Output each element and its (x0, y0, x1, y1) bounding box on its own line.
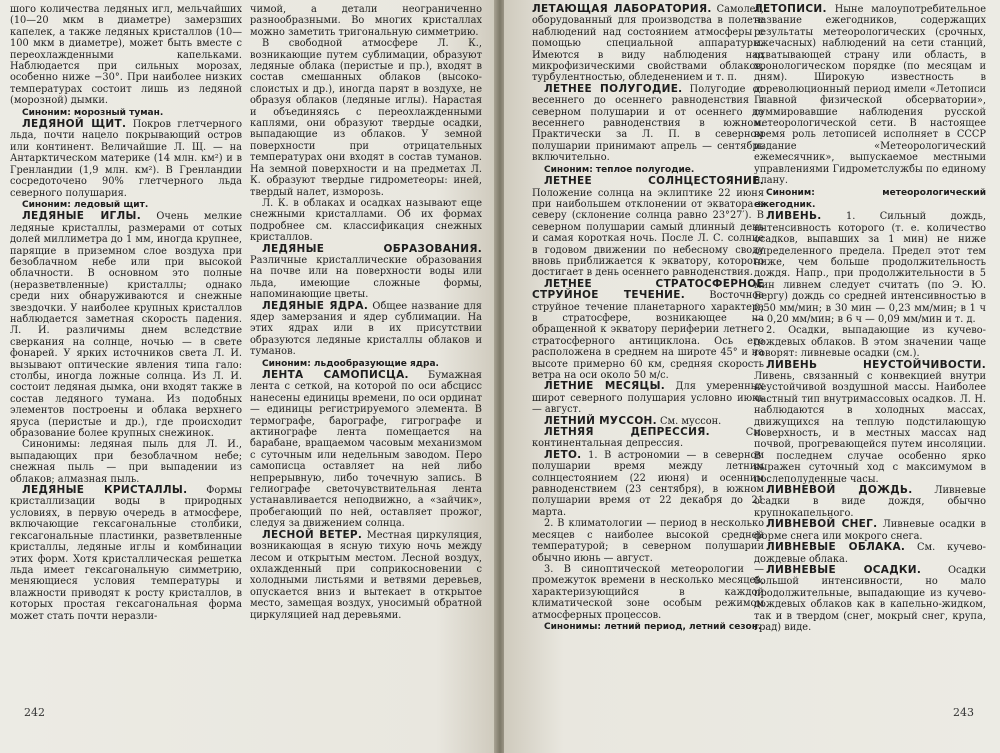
entry-text: Синонимы: летний период, летний сезон. (544, 621, 762, 632)
dictionary-entry (754, 542, 986, 565)
dictionary-entry (250, 244, 482, 301)
entry-text: Осадки большой интенсивности, но мало продолжительные, выпадающие из кучево-дождевых облаков как в капельно-жидком, так и в твердом (снег, мокрый снег, крупа, град) виде. (754, 564, 986, 633)
entry-text: В свободной атмосфере Л. К., возникающие путем сублимации, образуют ледяные облака (перистые и пр.), входят в состав смешанных облаков (высоко-слоистых и др.), иногда парят в воздухе, не образуя облаков (ледяные иглы). Нарастая и объединяясь с переохлажденными каплями, они образуют твердые осадки, выпадающие из облаков. У земной поверхности при отрицательных температурах они входят в состав туманов. На земной поверхности и на предметах Л. К. образуют твердые гидрометеоры: иней, твердый налет, изморозь. (250, 38, 482, 198)
entry-text: Различные кристаллические образования на почве или на поверхности воды или льда, имеющие сложные формы, напоминающие цветы. (250, 254, 482, 301)
entry-headword: ЛИВНЕВЫЕ ОБЛАКА. (766, 541, 906, 554)
entry-headword: ЛЕТНЕЕ СТРАТОСФЕРНОЕ СТРУЙНОЕ ТЕЧЕНИЕ. (532, 277, 764, 302)
entry-headword: ЛИВЕНЬ НЕУСТОЙЧИВОСТИ. (766, 358, 986, 371)
entry-text: См. континентальная депрессия. (532, 427, 764, 450)
entry-headword: ЛИВЕНЬ. (766, 210, 822, 223)
entry-headword: ЛЕТОПИСИ. (754, 3, 827, 15)
entry-text: Местная циркуляция, возникающая в ясную тихую ночь между лесом и открытым местом. Лесной воздух, охлажденный при соприкосновении с холодными листьями и ветвями деревьев, опускается вниз и вытекает в открытое место, замещая воздух, уносимый обратной циркуляцией над деревьями. (250, 529, 482, 621)
entry-paragraph (532, 518, 764, 564)
dictionary-entry (754, 360, 986, 485)
entry-text: Ныне малоупотребительное название ежегодников, содержащих результаты метеорологических (срочных, ежечасных) наблюдений на сети станций, охватывающей страну или область, в хронологическом порядке (по месяцам и дням). Широкую известность в дореволюционный период имели «Летописи Главной физической обсерватории», суммировавшие наблюдения русской метеорологической сети. В настоящее время роль летописей исполняет в СССР издание «Метеорологический ежемесячник», выпускаемое местными управлениями Гидрометслужбы по единому плану. (754, 4, 986, 187)
entry-headword: ЛЕНТА САМОПИСЦА. (262, 369, 409, 381)
dictionary-entry (532, 427, 764, 450)
dictionary-entry (250, 530, 482, 621)
entry-paragraph (754, 325, 986, 359)
entry-text: Синоним: метеорологический ежегодник. (754, 187, 986, 210)
entry-paragraph (10, 439, 242, 485)
entry-headword: ЛЕСНОЙ ВЕТЕР. (262, 528, 363, 541)
entry-text: Формы кристаллизации воды в природных условиях, в первую очередь в атмосфере, включающие гексагональные столбики, гексагональные пластинки, разветвленные кристаллы, ледяные иглы и комбинации этих форм. Хотя кристаллическая решетка льда имеет гексагональную симметрию, меняющиеся условия температуры и влажности приводят к росту кристаллов, в которых простая гексагональная форма может стать почти неразли- (10, 485, 242, 622)
entry-text: Бумажная лента с сеткой, на которой по оси абсцисс нанесены единицы времени, по оси ординат — единицы регистрируемого элемента. В термографе, барографе, гигрографе и актинографе лента помещается на барабане, вращаемом часовым механизмом с суточным или недельным заводом. Перо самописца оставляет на ней либо непрерывную, либо точечную запись. В гелиографе светочувствительная лента устанавливается неподвижно, а «зайчик», пробегающий по ней, оставляет прожог, следуя за движением солнца. (250, 370, 482, 530)
entry-paragraph (532, 564, 764, 621)
entry-text: 1. Сильный дождь, интенсивность которого (т. е. количество осадков, выпавших за 1 мин) не ниже определенного предела. Предел этот тем ниже, чем больше продолжительность дождя. Напр., при продолжительности в 5 мин ливнем следует считать (по Э. Ю. Бергу) дождь со средней интенсивностью в 0,50 мм/мин; в 30 мин — 0,23 мм/мин; в 1 ч — 0,20 мм/мин; в 6 ч — 0,09 мм/мин и т. д. (754, 211, 986, 325)
synonym-line (754, 187, 986, 212)
dictionary-entry (10, 485, 242, 622)
right-page-column-1 (532, 4, 764, 633)
dictionary-entry (754, 485, 986, 519)
entry-text: Ливень, связанный с конвекцией внутри неустойчивой воздушной массы. Наиболее частный тип внутримассовых осадков. Л. Н. наблюдаются в холодных массах, движущихся на теплую подстилающую поверхность, и в местных массах над почвой, прогревающейся путем инсоляции. В последнем случае особенно ярко выражен суточный ход с максимумом в послеполуденные часы. (754, 371, 986, 485)
entry-headword: ЛЕДЯНЫЕ КРИСТАЛЛЫ. (22, 484, 188, 497)
entry-paragraph (250, 38, 482, 198)
entry-text: Очень мелкие ледяные кристаллы, размерами от сотых долей миллиметра до 1 мм, иногда крупнее, парящие в приземном слое воздуха при безоблачном небе или при высокой облачности. В основном это полные (неразветвленные) кристаллы; однако среди них обнаруживаются и снежные звездочки. У наиболее крупных кристаллов наблюдается заметная скорость падения. Л. И. различимы днем вследствие сверкания на солнце, ночью — в свете фонарей. У ярких источников света Л. И. вызывают оптические явления типа гало: столбы, иногда ложные солнца. Из Л. И. состоит ледяная дымка, они входят также в состав ледяного тумана. Из подобных элементов построены и облака верхнего яруса (перистые и др.), где происходит образование более крупных снежинок. (10, 211, 242, 440)
entry-text: 2. Осадки, выпадающие из кучево-дождевых облаков. В этом значении чаще говорят: ливневые осадки (см.). (754, 325, 986, 360)
entry-text: чимой, а детали неограниченно разнообразными. Во многих кристаллах можно заметить тригональную симметрию. (250, 4, 482, 38)
entry-text: См. кучево-дождевые облака. (754, 542, 986, 565)
synonym-line (532, 621, 764, 633)
entry-headword: ЛЕТНЯЯ ДЕПРЕССИЯ. (544, 426, 710, 439)
left-page (0, 0, 496, 753)
entry-text: См. муссон. (656, 415, 722, 427)
entry-text: Синонимы: ледяная пыль для Л. И., выпадающих при безоблачном небе; снежная пыль — при выпадении из облаков; алмазная пыль. (10, 439, 242, 485)
dictionary-entry (532, 279, 764, 382)
dictionary-entry (250, 301, 482, 358)
entry-text: Синоним: льдообразующие ядра. (262, 358, 439, 369)
right-page-column-2 (754, 4, 986, 633)
entry-headword: ЛЕДЯНОЙ ЩИТ. (22, 118, 127, 131)
entry-paragraph (10, 4, 242, 107)
entry-text: 3. В синоптической метеорологии — промежуток времени в несколько месяцев, характеризующийся в каждой климатической зоне особым режимом атмосферных процессов. (532, 563, 764, 621)
entry-text: Полугодие от весеннего до осеннего равноденствия в северном полушарии и от осеннего до весеннего равноденствия в южном. Практически за Л. П. в северном полушарии принимают апрель — сентябрь включительно. (532, 83, 764, 164)
entry-text: Покров глетчерного льда, почти нацело покрывающий остров или континент. Величайшие Л. Щ. — на Антарктическом материке (14 млн. км²) и в Гренландии (1,9 млн. км²). В Гренландии сосредоточено 90% глетчерного льда северного полушария. (10, 119, 242, 199)
entry-headword: ЛИВНЕВОЙ СНЕГ. (766, 518, 878, 531)
left-page-number: 242 (24, 706, 45, 719)
entry-text: Общее название для ядер замерзания и ядер сублимации. На этих ядрах или в их присутствии образуются ледяные кристаллы облаков и туманов. (250, 300, 482, 358)
entry-headword: ЛЕТНИЕ МЕСЯЦЫ. (544, 380, 666, 393)
entry-text: Синоним: ледовый щит. (22, 199, 149, 210)
dictionary-entry (532, 4, 764, 84)
entry-headword: ЛЕТНЕЕ СОЛНЦЕСТОЯНИЕ. (544, 175, 764, 188)
dictionary-entry (754, 211, 986, 325)
dictionary-entry (532, 176, 764, 279)
entry-paragraph (250, 198, 482, 244)
dictionary-entry (250, 370, 482, 530)
entry-text: Синоним: морозный туман. (22, 107, 164, 118)
entry-headword: ЛЕТНЕЕ ПОЛУГОДИЕ. (544, 82, 683, 95)
dictionary-entry (532, 381, 764, 415)
dictionary-entry (754, 4, 986, 187)
entry-headword: ЛЕТНИЙ МУССОН. (544, 414, 657, 427)
entry-text: шого количества ледяных игл, мельчайших (10—20 мкм в диаметре) замерзших капелек, а также ледяных кристаллов (10—100 мкм в диаметре), может быть вместе с переохлажденными капельками. Наблюдается при сильных морозах, особенно ниже −30°. При наиболее низких температурах состоит лишь из ледяной (морозной) дымки. (10, 4, 242, 107)
entry-headword: ЛЕДЯНЫЕ ЯДРА. (262, 299, 369, 312)
entry-paragraph (250, 4, 482, 38)
entry-text: Ливневые осадки в виде дождя, обычно крупнокапельного. (754, 485, 986, 519)
dictionary-entry (532, 84, 764, 164)
right-page (504, 0, 1000, 753)
entry-text: Самолет, оборудованный для производства в полете наблюдений над состоянием атмосферы с помощью специальной аппаратуры. Имеются в виду наблюдения над микрофизическими свойствами облаков, турбулентностью, обледенением и т. п. (532, 4, 764, 84)
entry-headword: ЛЕДЯНЫЕ ИГЛЫ. (22, 210, 142, 223)
dictionary-entry (754, 519, 986, 542)
entry-text: Ливневые осадки в форме снега или мокрого снега. (754, 519, 986, 542)
entry-headword: ЛЕДЯНЫЕ ОБРАЗОВАНИЯ. (262, 242, 482, 255)
entry-text: Восточное струйное течение планетарного характера в стратосфере, возникающее на обращенной к экватору периферии летнего стратосферного антициклона. Ось его расположена в среднем на широте 45° и на высоте примерно 60 км, средняя скорость ветра на оси около 50 м/с. (532, 290, 764, 381)
entry-headword: ЛИВНЕВОЙ ДОЖДЬ. (766, 484, 913, 497)
entry-text: 1. В астрономии — в северном полушарии время между летним солнцестоянием (22 июня) и осенним равноденствием (23 сентября), в южном полушарии время от 22 декабря до 21 марта. (532, 449, 764, 518)
dictionary-entry (532, 450, 764, 518)
dictionary-entry (10, 211, 242, 439)
right-page-number: 243 (953, 706, 974, 719)
dictionary-entry (754, 565, 986, 633)
entry-text: Для умеренных широт северного полушария условно июнь — август. (532, 381, 764, 416)
dictionary-entry (10, 119, 242, 199)
left-page-column-1 (10, 4, 242, 622)
entry-text: Синоним: теплое полугодие. (544, 164, 695, 175)
left-page-column-2 (250, 4, 482, 621)
entry-text: Л. К. в облаках и осадках называют еще снежными кристаллами. Об их формах подробнее см. классификация снежных кристаллов. (250, 197, 482, 244)
entry-text: 2. В климатологии — период в несколько месяцев с наиболее высокой средней температурой; в северном полушарии обычно июнь — август. (532, 518, 764, 564)
entry-headword: ЛИВНЕВЫЕ ОСАДКИ. (766, 563, 922, 576)
entry-headword: ЛЕТО. (544, 448, 582, 461)
entry-headword: ЛЕТАЮЩАЯ ЛАБОРАТОРИЯ. (532, 3, 712, 15)
entry-text: Положение солнца на эклиптике 22 июня при наибольшем отклонении от экватора к северу (склонение солнца равно 23°27′). В северном полушарии самый длинный день и самая короткая ночь. После Л. С. солнце в годовом движении по небесному своду вновь приближается к экватору, которого достигает в день осеннего равноденствия. (532, 187, 764, 279)
